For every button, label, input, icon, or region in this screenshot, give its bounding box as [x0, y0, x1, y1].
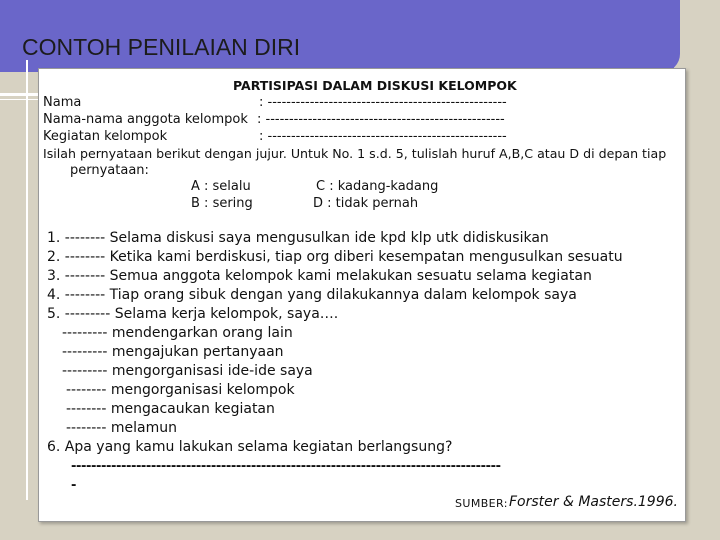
field-value-kegiatan: : --------------------------------------------------- [259, 129, 507, 144]
question-6: 6. Apa yang kamu lakukan selama kegiatan berlangsung? [47, 439, 453, 455]
slide-title: CONTOH PENILAIAN DIRI [22, 34, 301, 60]
answer-line-end: - [71, 478, 76, 493]
substatement-3: --------- mengorganisasi ide-ide saya [62, 363, 313, 379]
form-card [38, 68, 686, 522]
instruction-line-2: pernyataan: [70, 163, 149, 178]
field-label-nama: Nama [43, 95, 82, 110]
form-heading: PARTISIPASI DALAM DISKUSI KELOMPOK [233, 78, 517, 93]
field-label-kegiatan: Kegiatan kelompok [43, 129, 168, 144]
field-value-nama: : --------------------------------------------------- [259, 95, 507, 110]
decor-line [0, 93, 38, 96]
field-value-anggota: : --------------------------------------------------- [257, 112, 505, 127]
substatement-5: -------- mengacaukan kegiatan [66, 401, 275, 417]
scale-b: B : sering [191, 196, 253, 211]
source-label: SUMBER: [455, 497, 508, 510]
statement-2: 2. -------- Ketika kami berdiskusi, tiap org diberi kesempatan mengusulkan sesuatu [47, 249, 623, 265]
decor-line-thin [0, 99, 38, 100]
statement-3: 3. -------- Semua anggota kelompok kami melakukan sesuatu selama kegiatan [47, 268, 592, 284]
scale-d: D : tidak pernah [313, 196, 419, 211]
scale-a: A : selalu [191, 179, 251, 194]
substatement-2: --------- mengajukan pertanyaan [62, 344, 284, 360]
statement-5: 5. --------- Selama kerja kelompok, saya…. [47, 306, 339, 322]
answer-line: -------------------------------------------------------------------------------------- [71, 459, 501, 474]
substatement-6: -------- melamun [66, 420, 177, 436]
instruction-line-1: Isilah pernyataan berikut dengan jujur. Untuk No. 1 s.d. 5, tulislah huruf A,B,C atau D di depan tiap [43, 146, 667, 161]
field-label-anggota: Nama-nama anggota kelompok [43, 112, 248, 127]
source-text: Forster & Masters.1996. [509, 494, 678, 510]
statement-4: 4. -------- Tiap orang sibuk dengan yang dilakukannya dalam kelompok saya [47, 287, 577, 303]
substatement-1: --------- mendengarkan orang lain [62, 325, 293, 341]
scale-c: C : kadang-kadang [316, 179, 439, 194]
substatement-4: -------- mengorganisasi kelompok [66, 382, 295, 398]
statement-1: 1. -------- Selama diskusi saya mengusulkan ide kpd klp utk didiskusikan [47, 230, 549, 246]
decor-vertical-line [26, 60, 28, 500]
